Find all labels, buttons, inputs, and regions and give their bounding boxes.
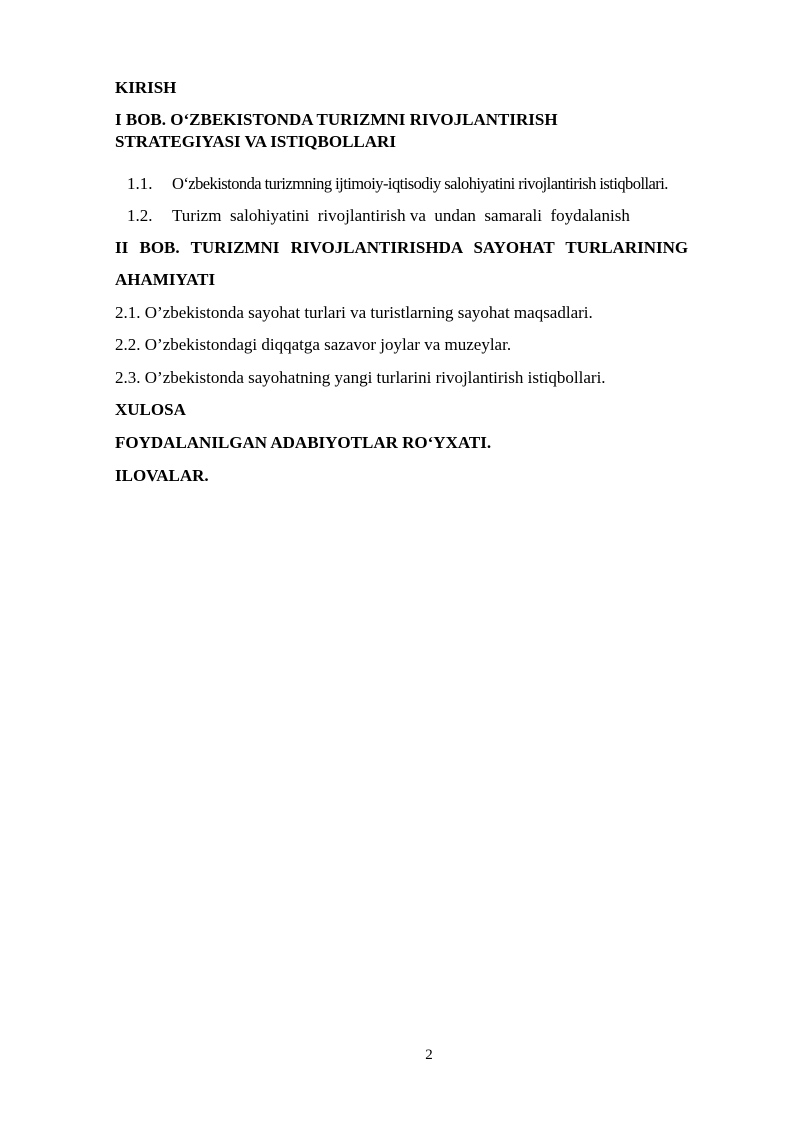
section-1-1-text: O‘zbekistonda turizmning ijtimoiy-iqtisodiy salohiyatini rivojlantirish istiqbollari. (172, 174, 668, 193)
toc-intro: KIRISH (115, 78, 177, 97)
toc-references: FOYDALANILGAN ADABIYOTLAR RO‘YXATI. (115, 433, 492, 452)
page-number: 2 (425, 1047, 433, 1063)
section-2-2: 2.2. O’zbekistondagi diqqatga sazavor joylar va muzeylar. (115, 335, 512, 354)
section-2-3: 2.3. O’zbekistonda sayohatning yangi turlarini rivojlantirish istiqbollari. (115, 368, 606, 387)
chapter-2-title-line-2: AHAMIYATI (115, 270, 216, 289)
section-2-1: 2.1. O’zbekistonda sayohat turlari va turistlarning sayohat maqsadlari. (115, 303, 593, 322)
section-1-1-number: 1.1. (127, 174, 153, 193)
chapter-1-title-line-1: I BOB. O‘ZBEKISTONDA TURIZMNI RIVOJLANTIRISH (115, 110, 558, 129)
toc-conclusion: XULOSA (115, 400, 186, 419)
chapter-1-title-line-2: STRATEGIYASI VA ISTIQBOLLARI (115, 132, 396, 151)
section-1-2-number: 1.2. (127, 206, 153, 225)
toc-appendices: ILOVALAR. (115, 466, 209, 485)
chapter-2-title-line-1: II BOB. TURIZMNI RIVOJLANTIRISHDA SAYOHAT TURLARINING (115, 238, 689, 257)
section-1-2-text: Turizm salohiyatini rivojlantirish va undan samarali foydalanish (172, 206, 630, 225)
